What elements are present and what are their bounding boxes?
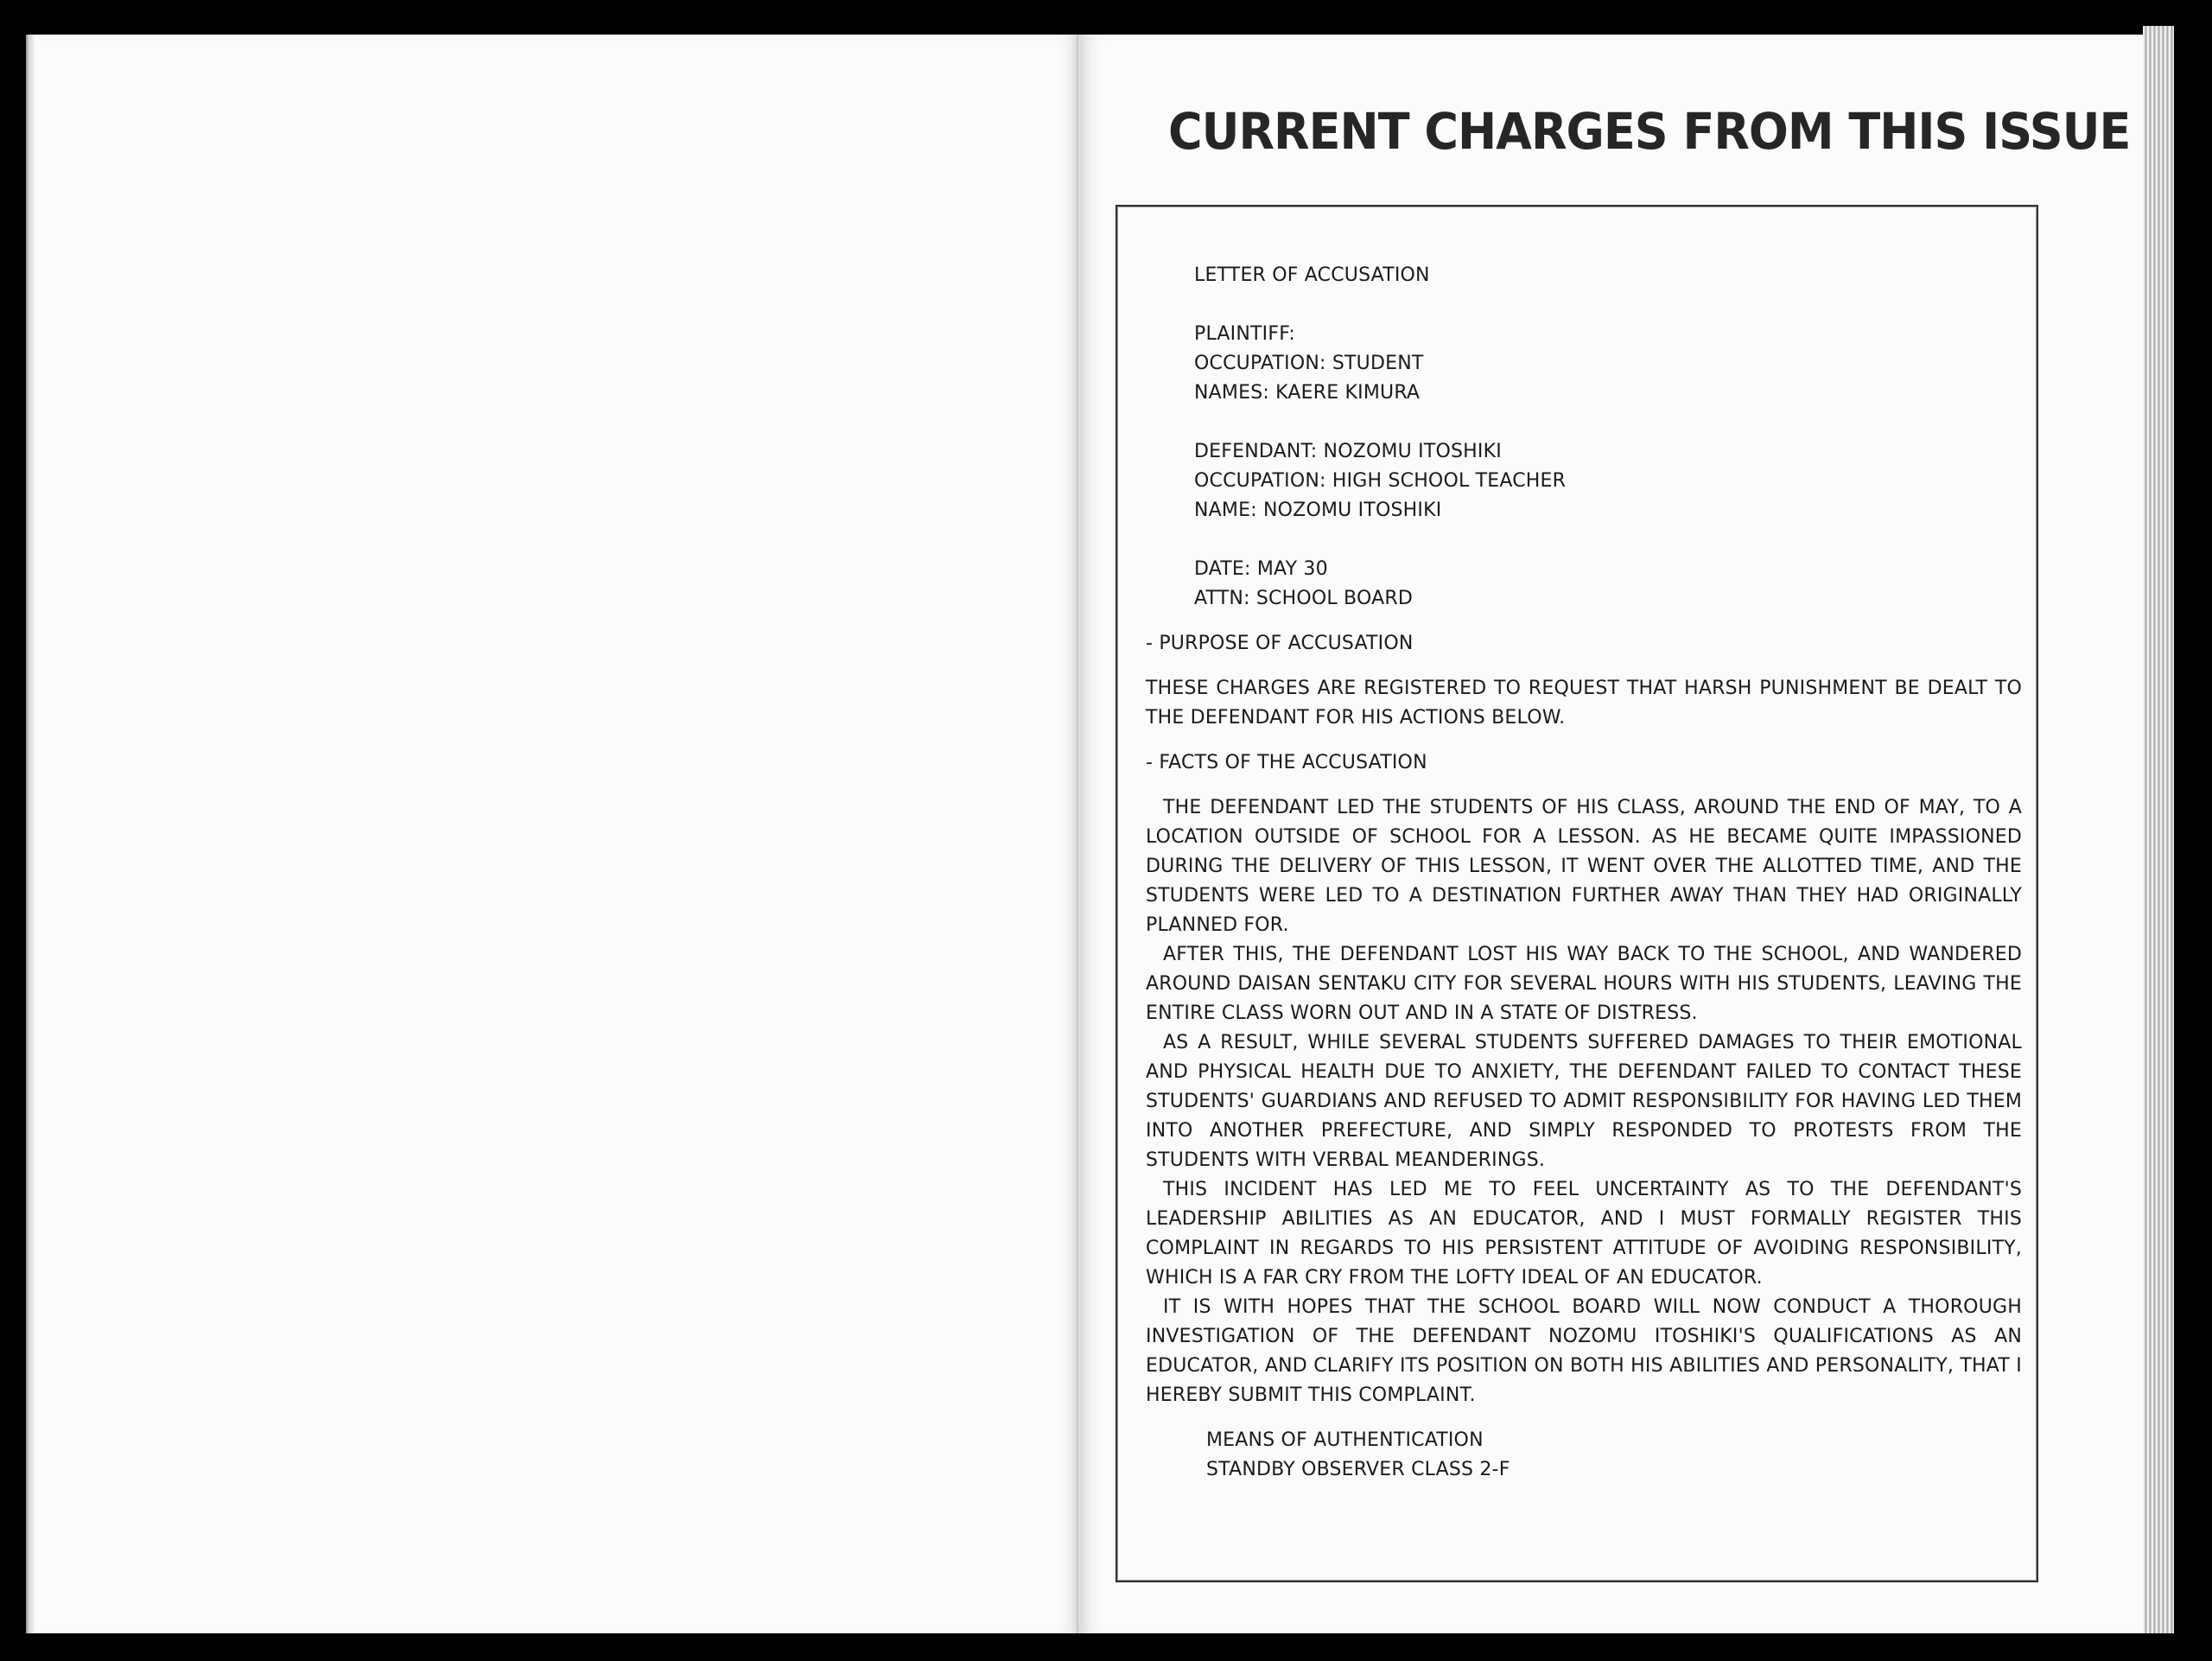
authentication-label: MEANS OF AUTHENTICATION bbox=[1206, 1429, 1484, 1451]
defendant-label: DEFENDANT: NOZOMU ITOSHIKI bbox=[1194, 441, 1502, 462]
authentication-value: STANDBY OBSERVER CLASS 2-F bbox=[1206, 1459, 1510, 1480]
letter-header bbox=[1146, 261, 2022, 614]
letter-attn: ATTN: SCHOOL BOARD bbox=[1194, 588, 1413, 609]
left-page-blank bbox=[26, 35, 1080, 1633]
authentication-block bbox=[1146, 1426, 2022, 1485]
plaintiff-label: PLAINTIFF: bbox=[1194, 323, 1295, 345]
facts-paragraph: AS A RESULT, WHILE SEVERAL STUDENTS SUFFERED DAMAGES TO THEIR EMOTIONAL AND PHYSICAL HEALTH DUE TO ANXIETY, THE DEFENDANT FAILED TO CONTACT THESE STUDENTS' GUARDIANS AND REFUSED TO ADMIT RESPONSIBILITY FOR HAVING LED THEM INTO ANOTHER PREFECTURE, AND SIMPLY RESPONDED TO PROTESTS FROM THE STUDENTS WITH VERBAL MEANDERINGS. bbox=[1146, 1032, 2022, 1171]
defendant-occupation: OCCUPATION: HIGH SCHOOL TEACHER bbox=[1194, 470, 1567, 492]
letter-of-accusation bbox=[1146, 261, 2022, 1485]
facts-paragraph: THE DEFENDANT LED THE STUDENTS OF HIS CLASS, AROUND THE END OF MAY, TO A LOCATION OUTSIDE OF SCHOOL FOR A LESSON. AS HE BECAME QUITE IMPASSIONED DURING THE DELIVERY OF THIS LESSON, IT WENT OVER THE ALLOTTED TIME, AND THE STUDENTS WERE LED TO A DESTINATION FURTHER AWAY THAN THEY HAD ORIGINALLY PLANNED FOR. bbox=[1146, 797, 2022, 936]
page-heading: CURRENT CHARGES FROM THIS ISSUE bbox=[1168, 102, 2131, 162]
facts-paragraph: THIS INCIDENT HAS LED ME TO FEEL UNCERTAINTY AS TO THE DEFENDANT'S LEADERSHIP ABILITIES AS AN EDUCATOR, AND I MUST FORMALLY REGISTER THIS COMPLAINT IN REGARDS TO HIS PERSISTENT ATTITUDE OF AVOIDING RESPONSIBILITY, WHICH IS A FAR CRY FROM THE LOFTY IDEAL OF AN EDUCATOR. bbox=[1146, 1179, 2022, 1289]
facts-heading: - FACTS OF THE ACCUSATION bbox=[1146, 752, 1427, 773]
purpose-text: THESE CHARGES ARE REGISTERED TO REQUEST THAT HARSH PUNISHMENT BE DEALT TO THE DEFENDANT FOR HIS ACTIONS BELOW. bbox=[1146, 678, 2022, 729]
left-page-edge bbox=[26, 35, 35, 1633]
plaintiff-names: NAMES: KAERE KIMURA bbox=[1194, 382, 1421, 404]
facts-paragraph: IT IS WITH HOPES THAT THE SCHOOL BOARD WILL NOW CONDUCT A THOROUGH INVESTIGATION OF THE DEFENDANT NOZOMU ITOSHIKI'S QUALIFICATIONS AS AN EDUCATOR, AND CLARIFY ITS POSITION ON BOTH HIS ABILITIES AND PERSONALITY, THAT I HEREBY SUBMIT THIS COMPLAINT. bbox=[1146, 1296, 2022, 1406]
letter-title: LETTER OF ACCUSATION bbox=[1194, 264, 1430, 286]
facts-paragraph: AFTER THIS, THE DEFENDANT LOST HIS WAY BACK TO THE SCHOOL, AND WANDERED AROUND DAISAN SENTAKU CITY FOR SEVERAL HOURS WITH HIS STUDENTS, LEAVING THE ENTIRE CLASS WORN OUT AND IN A STATE OF DISTRESS. bbox=[1146, 944, 2022, 1024]
purpose-heading: - PURPOSE OF ACCUSATION bbox=[1146, 633, 1414, 654]
defendant-name: NAME: NOZOMU ITOSHIKI bbox=[1194, 500, 1442, 521]
letter-date: DATE: MAY 30 bbox=[1194, 558, 1328, 580]
plaintiff-occupation: OCCUPATION: STUDENT bbox=[1194, 353, 1424, 374]
page-edges bbox=[2143, 26, 2174, 1633]
